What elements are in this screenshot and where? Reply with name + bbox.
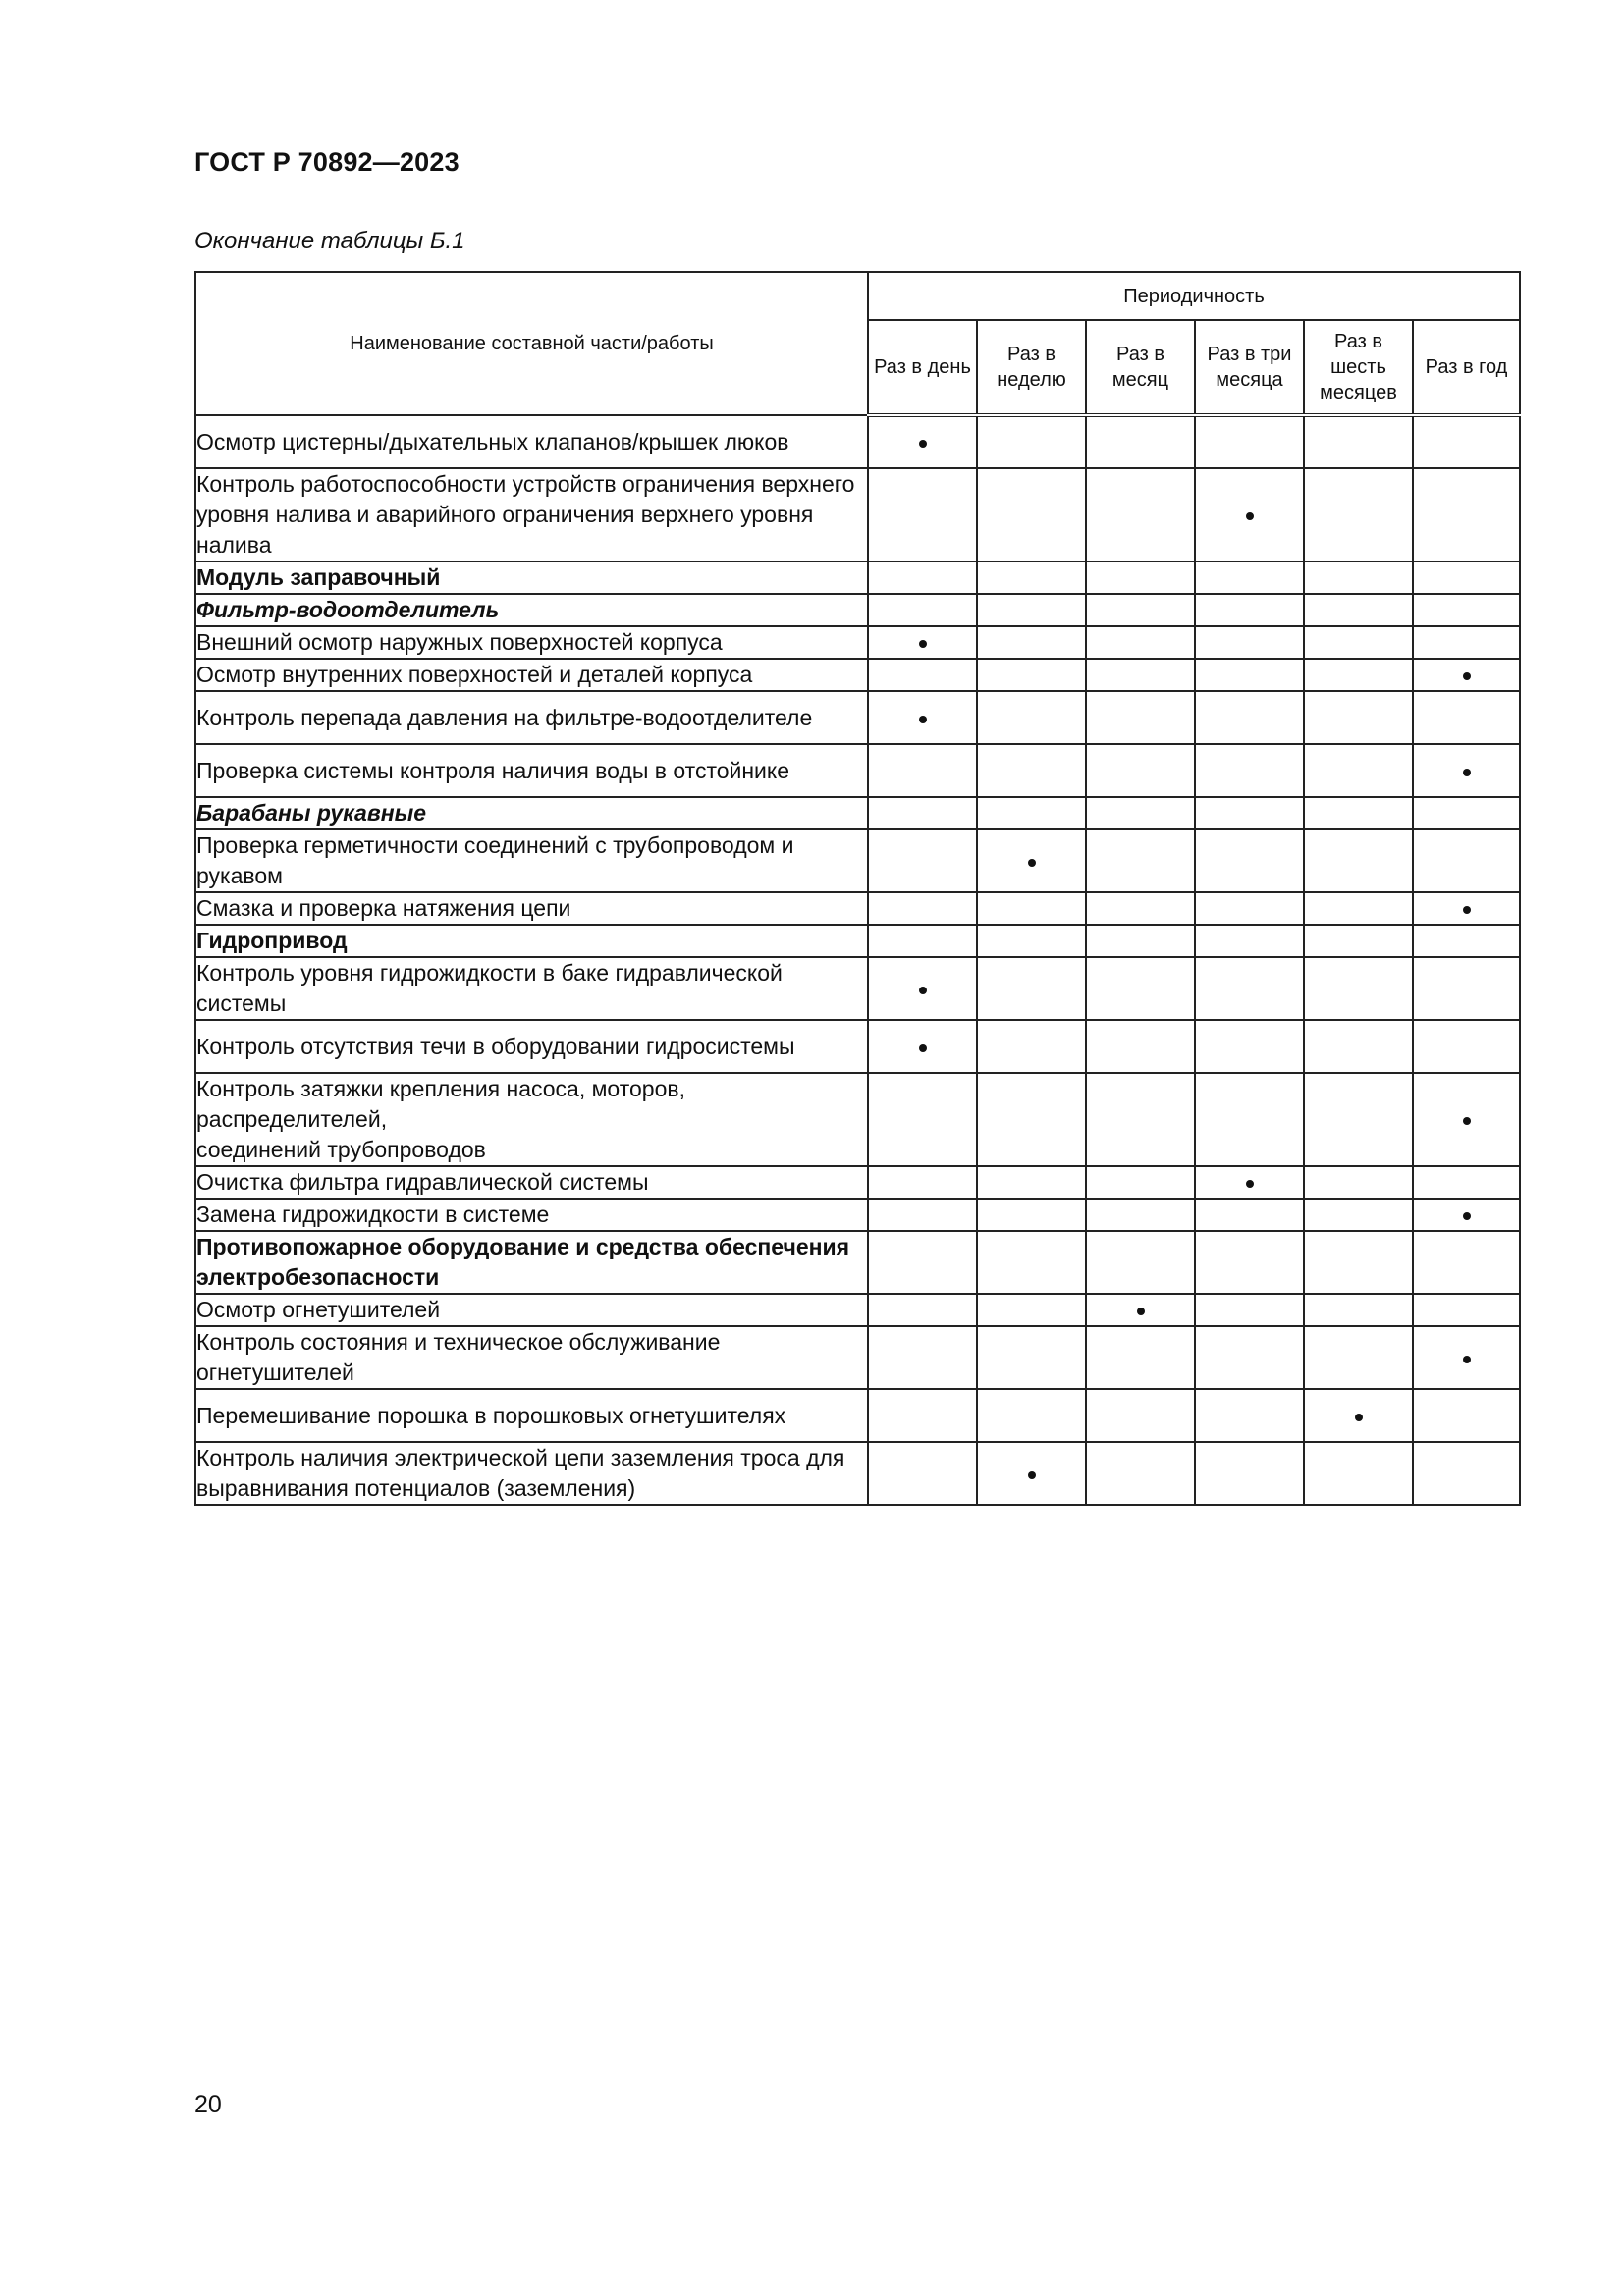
period-cell: [1413, 594, 1520, 626]
period-cell: [1086, 829, 1195, 892]
period-cell: [1195, 829, 1304, 892]
period-cell: [1304, 415, 1413, 468]
period-cell: [977, 691, 1086, 744]
period-cell: [977, 1294, 1086, 1326]
period-cell: [1195, 1389, 1304, 1442]
row-name: Проверка герметичности соединений с трубопроводом и рукавом: [195, 829, 868, 892]
period-cell: [1195, 1326, 1304, 1389]
table-row: [195, 1389, 1520, 1442]
period-cell: [1086, 626, 1195, 659]
table-row: [195, 415, 1520, 468]
row-name: Гидропривод: [195, 925, 868, 957]
bullet-mark-icon: [919, 440, 927, 448]
row-name: Осмотр внутренних поверхностей и деталей корпуса: [195, 659, 868, 691]
period-cell: [1086, 1231, 1195, 1294]
period-cell: [977, 925, 1086, 957]
bullet-mark-icon: [1246, 1180, 1254, 1188]
period-cell: [1413, 1326, 1520, 1389]
bullet-mark-icon: [1463, 672, 1471, 680]
period-cell: [1195, 797, 1304, 829]
table-row: [195, 626, 1520, 659]
period-cell: [868, 1389, 977, 1442]
period-cell: [1304, 561, 1413, 594]
period-cell: [1413, 1166, 1520, 1199]
period-cell: [1413, 744, 1520, 797]
period-cell: [868, 744, 977, 797]
table-caption: Окончание таблицы Б.1: [194, 228, 465, 254]
period-cell: [1413, 892, 1520, 925]
period-cell: [977, 1166, 1086, 1199]
table-row: [195, 829, 1520, 892]
period-cell: [1195, 468, 1304, 561]
table-row: [195, 1020, 1520, 1073]
row-name: Противопожарное оборудование и средства обеспечения электробезопасности: [195, 1231, 868, 1294]
maintenance-table: [194, 271, 1521, 1506]
table-row: [195, 468, 1520, 561]
period-cell: [1304, 829, 1413, 892]
period-cell: [1413, 561, 1520, 594]
table-row: [195, 1231, 1520, 1294]
bullet-mark-icon: [919, 640, 927, 648]
period-cell: [1195, 594, 1304, 626]
period-cell: [1195, 1442, 1304, 1505]
period-column-header: Раз в неделю: [977, 320, 1086, 415]
row-name: Замена гидрожидкости в системе: [195, 1199, 868, 1231]
row-name: Контроль уровня гидрожидкости в баке гидравлической системы: [195, 957, 868, 1020]
period-cell: [1195, 626, 1304, 659]
period-cell: [977, 1442, 1086, 1505]
period-cell: [1304, 1294, 1413, 1326]
period-cell: [1195, 659, 1304, 691]
period-cell: [977, 1073, 1086, 1166]
period-cell: [1304, 594, 1413, 626]
table-row: [195, 1294, 1520, 1326]
table-row: [195, 1442, 1520, 1505]
period-cell: [1086, 691, 1195, 744]
row-name: Контроль затяжки крепления насоса, моторов, распределителей, соединений трубопроводов: [195, 1073, 868, 1166]
period-cell: [977, 892, 1086, 925]
row-name: Перемешивание порошка в порошковых огнетушителях: [195, 1389, 868, 1442]
table-row: [195, 925, 1520, 957]
period-column-header: Раз в год: [1413, 320, 1520, 415]
period-column-header: Раз в шесть месяцев: [1304, 320, 1413, 415]
period-cell: [1304, 925, 1413, 957]
bullet-mark-icon: [1355, 1414, 1363, 1421]
period-column-header: Раз в три месяца: [1195, 320, 1304, 415]
period-cell: [1304, 1166, 1413, 1199]
period-cell: [1413, 1199, 1520, 1231]
period-cell: [977, 659, 1086, 691]
period-cell: [1086, 925, 1195, 957]
period-cell: [1413, 691, 1520, 744]
period-cell: [868, 415, 977, 468]
period-cell: [1086, 1073, 1195, 1166]
period-cell: [1304, 1389, 1413, 1442]
row-name: Осмотр цистерны/дыхательных клапанов/крышек люков: [195, 415, 868, 468]
period-cell: [1086, 1326, 1195, 1389]
period-cell: [1195, 1231, 1304, 1294]
period-cell: [1195, 691, 1304, 744]
bullet-mark-icon: [1028, 1471, 1036, 1479]
table-row: [195, 1166, 1520, 1199]
period-cell: [1086, 957, 1195, 1020]
period-cell: [1304, 626, 1413, 659]
bullet-mark-icon: [919, 716, 927, 723]
period-cell: [977, 1389, 1086, 1442]
column-header-name: Наименование составной части/работы: [195, 272, 868, 415]
bullet-mark-icon: [1137, 1308, 1145, 1315]
bullet-mark-icon: [1463, 769, 1471, 776]
period-cell: [1304, 797, 1413, 829]
period-cell: [1086, 1020, 1195, 1073]
period-cell: [1195, 1294, 1304, 1326]
period-cell: [868, 1294, 977, 1326]
table-row: [195, 1199, 1520, 1231]
period-cell: [1086, 1294, 1195, 1326]
row-name: Внешний осмотр наружных поверхностей корпуса: [195, 626, 868, 659]
period-cell: [1413, 925, 1520, 957]
bullet-mark-icon: [1028, 859, 1036, 867]
row-name: Осмотр огнетушителей: [195, 1294, 868, 1326]
period-cell: [1195, 925, 1304, 957]
row-name: Фильтр-водоотделитель: [195, 594, 868, 626]
period-cell: [1304, 1199, 1413, 1231]
row-name: Контроль состояния и техническое обслуживание огнетушителей: [195, 1326, 868, 1389]
period-cell: [1195, 892, 1304, 925]
period-cell: [1195, 1199, 1304, 1231]
row-name: Смазка и проверка натяжения цепи: [195, 892, 868, 925]
period-cell: [1413, 829, 1520, 892]
period-cell: [1195, 957, 1304, 1020]
period-cell: [868, 925, 977, 957]
period-cell: [1304, 659, 1413, 691]
period-cell: [1304, 468, 1413, 561]
period-cell: [1195, 1166, 1304, 1199]
period-cell: [1413, 659, 1520, 691]
table-row: [195, 594, 1520, 626]
period-cell: [1086, 659, 1195, 691]
bullet-mark-icon: [1246, 512, 1254, 520]
period-cell: [1413, 1442, 1520, 1505]
period-cell: [1413, 957, 1520, 1020]
row-name: Модуль заправочный: [195, 561, 868, 594]
period-cell: [868, 468, 977, 561]
document-code: ГОСТ Р 70892—2023: [194, 147, 460, 177]
period-cell: [1086, 1389, 1195, 1442]
row-name: Контроль работоспособности устройств ограничения верхнего уровня налива и аварийного ограничения верхнего уровня налива: [195, 468, 868, 561]
period-cell: [977, 415, 1086, 468]
period-cell: [1413, 1389, 1520, 1442]
period-cell: [977, 626, 1086, 659]
row-name: Проверка системы контроля наличия воды в отстойнике: [195, 744, 868, 797]
period-cell: [1304, 1231, 1413, 1294]
period-cell: [977, 594, 1086, 626]
table-row: [195, 957, 1520, 1020]
period-cell: [1413, 1294, 1520, 1326]
period-cell: [1304, 1442, 1413, 1505]
period-cell: [1195, 1073, 1304, 1166]
period-cell: [1086, 415, 1195, 468]
period-cell: [868, 797, 977, 829]
column-header-periodicity: Периодичность: [868, 272, 1520, 320]
period-cell: [868, 957, 977, 1020]
period-cell: [1413, 415, 1520, 468]
period-cell: [1304, 744, 1413, 797]
period-cell: [1304, 957, 1413, 1020]
period-cell: [1086, 1199, 1195, 1231]
period-cell: [1086, 797, 1195, 829]
period-cell: [1086, 594, 1195, 626]
period-cell: [977, 797, 1086, 829]
period-cell: [1304, 691, 1413, 744]
row-name: Контроль наличия электрической цепи заземления троса для выравнивания потенциалов (заземления): [195, 1442, 868, 1505]
period-cell: [977, 957, 1086, 1020]
period-cell: [868, 626, 977, 659]
row-name: Контроль отсутствия течи в оборудовании гидросистемы: [195, 1020, 868, 1073]
period-cell: [1195, 415, 1304, 468]
table-row: [195, 1073, 1520, 1166]
period-cell: [868, 561, 977, 594]
bullet-mark-icon: [1463, 906, 1471, 914]
period-cell: [1086, 744, 1195, 797]
period-cell: [1413, 1020, 1520, 1073]
bullet-mark-icon: [919, 1044, 927, 1052]
period-cell: [868, 1166, 977, 1199]
period-cell: [1086, 892, 1195, 925]
period-cell: [1195, 1020, 1304, 1073]
period-cell: [977, 829, 1086, 892]
period-cell: [868, 1020, 977, 1073]
period-cell: [868, 1442, 977, 1505]
period-cell: [868, 594, 977, 626]
table-row: [195, 892, 1520, 925]
period-cell: [868, 892, 977, 925]
period-cell: [1413, 797, 1520, 829]
period-cell: [1413, 1073, 1520, 1166]
period-cell: [1086, 1166, 1195, 1199]
period-cell: [868, 1326, 977, 1389]
period-cell: [1304, 892, 1413, 925]
row-name: Очистка фильтра гидравлической системы: [195, 1166, 868, 1199]
period-cell: [1304, 1020, 1413, 1073]
period-cell: [1086, 561, 1195, 594]
bullet-mark-icon: [919, 987, 927, 994]
table-row: [195, 561, 1520, 594]
page-number: 20: [194, 2091, 222, 2118]
table-row: [195, 691, 1520, 744]
period-cell: [977, 1020, 1086, 1073]
period-cell: [1413, 626, 1520, 659]
period-cell: [977, 561, 1086, 594]
bullet-mark-icon: [1463, 1117, 1471, 1125]
period-cell: [868, 1231, 977, 1294]
period-cell: [868, 691, 977, 744]
period-cell: [1086, 1442, 1195, 1505]
table-row: [195, 744, 1520, 797]
period-column-header: Раз в месяц: [1086, 320, 1195, 415]
table-row: [195, 1326, 1520, 1389]
period-cell: [1304, 1073, 1413, 1166]
period-cell: [977, 1231, 1086, 1294]
period-cell: [868, 829, 977, 892]
period-cell: [1304, 1326, 1413, 1389]
bullet-mark-icon: [1463, 1356, 1471, 1363]
period-column-header: Раз в день: [868, 320, 977, 415]
period-cell: [1195, 744, 1304, 797]
period-cell: [977, 468, 1086, 561]
period-cell: [977, 744, 1086, 797]
table-row: [195, 659, 1520, 691]
period-cell: [977, 1326, 1086, 1389]
period-cell: [868, 1073, 977, 1166]
period-cell: [977, 1199, 1086, 1231]
period-cell: [1195, 561, 1304, 594]
period-cell: [868, 659, 977, 691]
table-row: [195, 797, 1520, 829]
period-cell: [1086, 468, 1195, 561]
bullet-mark-icon: [1463, 1212, 1471, 1220]
period-cell: [1413, 1231, 1520, 1294]
row-name: Барабаны рукавные: [195, 797, 868, 829]
row-name: Контроль перепада давления на фильтре-водоотделителе: [195, 691, 868, 744]
period-cell: [868, 1199, 977, 1231]
period-cell: [1413, 468, 1520, 561]
